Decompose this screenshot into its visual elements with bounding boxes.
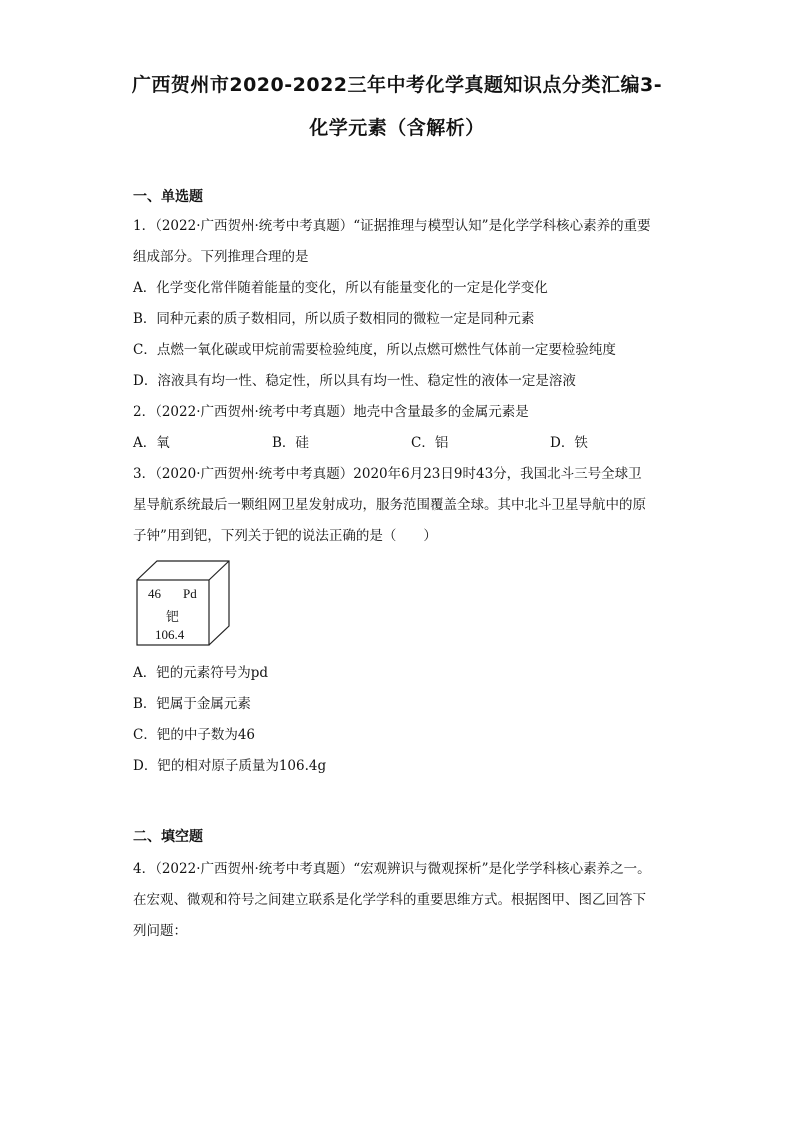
question-4-stem-line-1: 4．（2022·广西贺州·统考中考真题）“宏观辨识与微观探析”是化学学科核心素养之一。 — [133, 861, 651, 877]
question-1-option-d: D．溶液具有均一性、稳定性，所以具有均一性、稳定性的液体一定是溶液 — [133, 373, 576, 389]
question-3-stem-line-2: 星导航系统最后一颗组网卫星发射成功，服务范围覆盖全球。其中北斗卫星导航中的原 — [133, 497, 646, 513]
document-title-line-2: 化学元素（含解析） — [309, 117, 485, 139]
question-2-option-b: B．硅 — [272, 435, 309, 451]
question-4-stem-line-3: 列问题： — [133, 923, 187, 939]
element-card-figure — [133, 559, 233, 649]
question-3-stem-line-1: 3．（2020·广西贺州·统考中考真题）2020年6月23日9时43分，我国北斗三号全球卫 — [133, 466, 642, 482]
question-3-option-c: C．钯的中子数为46 — [133, 727, 256, 743]
question-2-option-c: C．铝 — [411, 435, 449, 451]
question-4-stem-line-2: 在宏观、微观和符号之间建立联系是化学学科的重要思维方式。根据图甲、图乙回答下 — [133, 892, 646, 908]
question-1-option-c: C．点燃一氧化碳或甲烷前需要检验纯度，所以点燃可燃性气体前一定要检验纯度 — [133, 342, 616, 358]
element-symbol: Pd — [183, 586, 197, 601]
element-atomic-number: 46 — [148, 586, 161, 601]
question-1-option-a: A．化学变化常伴随着能量的变化，所以有能量变化的一定是化学变化 — [133, 280, 548, 296]
question-1-option-b: B．同种元素的质子数相同，所以质子数相同的微粒一定是同种元素 — [133, 311, 535, 327]
element-name: 钯 — [166, 609, 180, 624]
question-1-stem-line-1: 1．（2022·广西贺州·统考中考真题）“证据推理与模型认知”是化学学科核心素养的重要 — [133, 218, 651, 234]
question-3-option-d: D．钯的相对原子质量为106.4g — [133, 758, 327, 774]
question-2-stem: 2．（2022·广西贺州·统考中考真题）地壳中含量最多的金属元素是 — [133, 404, 529, 420]
question-3-option-a: A．钯的元素符号为pd — [133, 665, 269, 681]
section-heading-single-choice: 一、单选题 — [133, 189, 203, 205]
question-3-option-b: B．钯属于金属元素 — [133, 696, 251, 712]
section-heading-fill-in: 二、填空题 — [133, 829, 203, 845]
element-atomic-mass: 106.4 — [155, 627, 185, 642]
question-2-option-d: D．铁 — [550, 435, 588, 451]
question-1-stem-line-2: 组成部分。下列推理合理的是 — [133, 249, 309, 265]
question-3-stem-line-3: 子钟”用到钯，下列关于钯的说法正确的是（ ） — [133, 528, 437, 544]
question-2-option-a: A．氧 — [133, 435, 170, 451]
document-title-line-1: 广西贺州市2020-2022三年中考化学真题知识点分类汇编3- — [131, 74, 663, 96]
